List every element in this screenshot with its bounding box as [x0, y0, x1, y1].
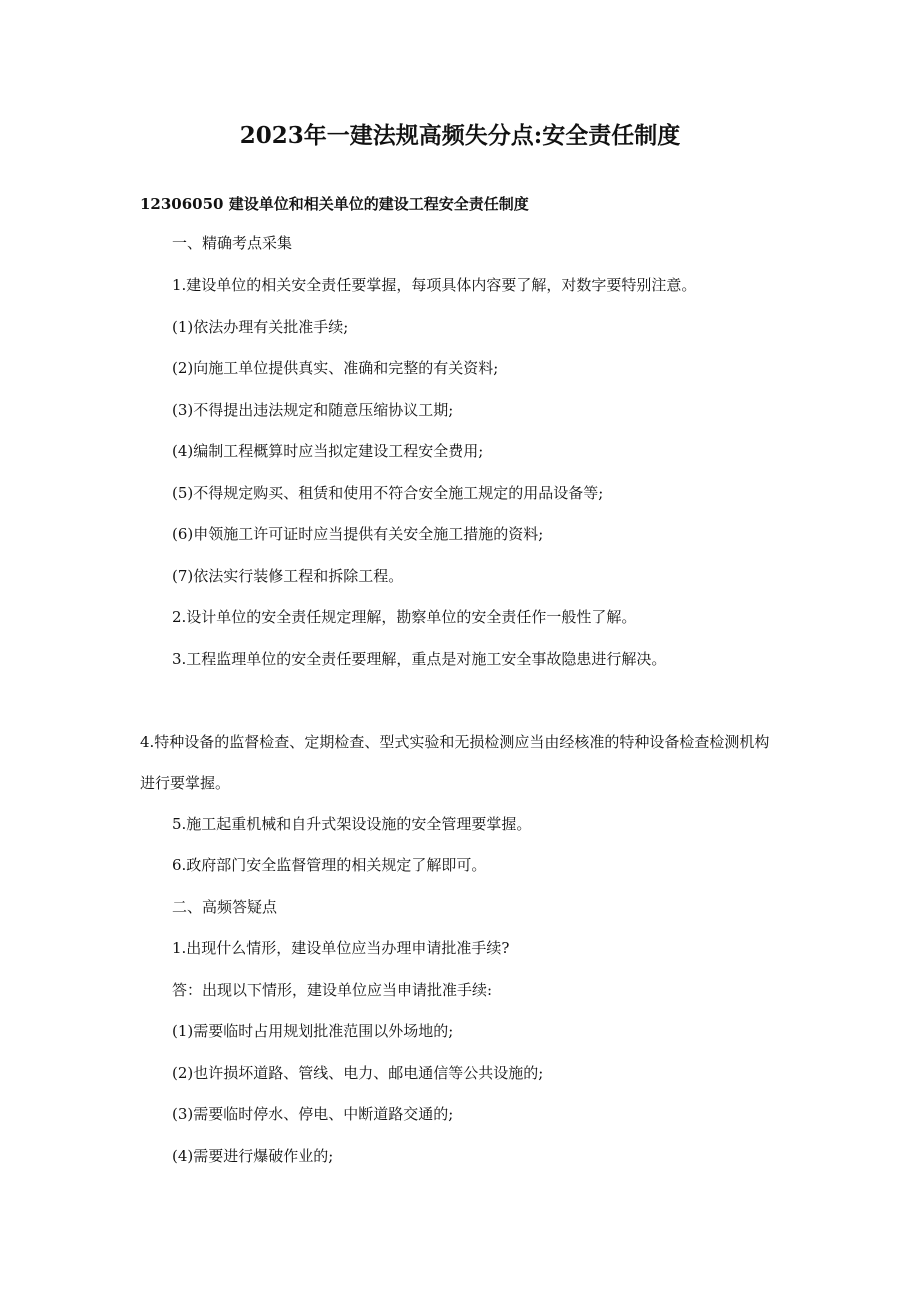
- paragraph: 4.特种设备的监督检查、定期检查、型式实验和无损检测应当由经核准的特种设备检查检测机构进行要掌握。: [140, 733, 770, 792]
- paragraph: (3)不得提出违法规定和随意压缩协议工期;: [172, 401, 454, 419]
- paragraph: 二、高频答疑点: [172, 898, 278, 916]
- paragraph: (4)需要进行爆破作业的;: [172, 1147, 334, 1165]
- paragraph: (2)也许损坏道路、管线、电力、邮电通信等公共设施的;: [172, 1064, 544, 1082]
- paragraph: 3.工程监理单位的安全责任要理解，重点是对施工安全事故隐患进行解决。: [172, 650, 667, 668]
- document-title: 2023年一建法规高频失分点:安全责任制度: [239, 122, 681, 149]
- paragraph: (5)不得规定购买、租赁和使用不符合安全施工规定的用品设备等;: [172, 484, 604, 502]
- paragraph: 6.政府部门安全监督管理的相关规定了解即可。: [172, 856, 487, 874]
- paragraph: (1)需要临时占用规划批准范围以外场地的;: [172, 1022, 454, 1040]
- paragraph: 2.设计单位的安全责任规定理解，勘察单位的安全责任作一般性了解。: [172, 608, 637, 626]
- paragraph: 5.施工起重机械和自升式架设设施的安全管理要掌握。: [172, 815, 532, 833]
- paragraph: 1.建设单位的相关安全责任要掌握，每项具体内容要了解，对数字要特别注意。: [172, 276, 697, 294]
- paragraph: (2)向施工单位提供真实、准确和完整的有关资料;: [172, 359, 499, 377]
- paragraph: (7)依法实行装修工程和拆除工程。: [172, 567, 404, 585]
- paragraph: (4)编制工程概算时应当拟定建设工程安全费用;: [172, 442, 484, 460]
- section-heading: 12306050 建设单位和相关单位的建设工程安全责任制度: [140, 195, 529, 213]
- paragraph: (1)依法办理有关批准手续;: [172, 318, 349, 336]
- paragraph: 答：出现以下情形，建设单位应当申请批准手续:: [172, 981, 493, 999]
- paragraph: 1.出现什么情形，建设单位应当办理申请批准手续?: [172, 939, 510, 957]
- paragraph: (3)需要临时停水、停电、中断道路交通的;: [172, 1105, 454, 1123]
- paragraph: (6)申领施工许可证时应当提供有关安全施工措施的资料;: [172, 525, 544, 543]
- paragraph: 一、精确考点采集: [172, 234, 293, 252]
